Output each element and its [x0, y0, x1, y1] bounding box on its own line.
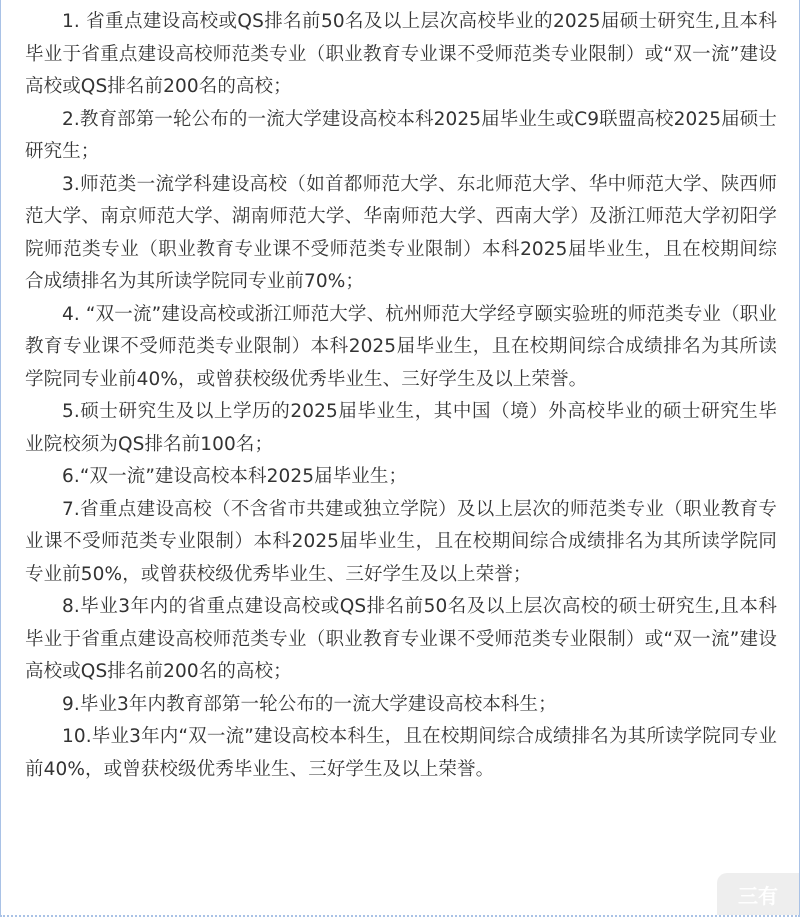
requirement-item-10: 10.毕业3年内“双一流”建设高校本科生，且在校期间综合成绩排名为其所读学院同专业前40%，或曾获校级优秀毕业生、三好学生及以上荣誉。 — [25, 726, 777, 780]
requirement-item-3: 3.师范类一流学科建设高校（如首都师范大学、东北师范大学、华中师范大学、陕西师范大学、南京师范大学、湖南师范大学、华南师范大学、西南大学）及浙江师范大学初阳学院师范类专业（职业教育专业课不受师范类专业限制）本科2025届毕业生，且在校期间综合成绩排名为其所读学院同专业前70%； — [25, 173, 777, 292]
requirement-item-1: 1. 省重点建设高校或QS排名前50名及以上层次高校毕业的2025届硕士研究生,且本科毕业于省重点建设高校师范类专业（职业教育专业课不受师范类专业限制）或“双一流”建设高校或QS排名前200名的高校； — [25, 11, 777, 97]
requirements-list — [25, 6, 777, 786]
requirement-item-2: 2.教育部第一轮公布的一流大学建设高校本科2025届毕业生或C9联盟高校2025届硕士研究生； — [25, 108, 777, 162]
requirement-item-4: 4. “双一流”建设高校或浙江师范大学、杭州师范大学经亨颐实验班的师范类专业（职业教育专业课不受师范类专业限制）本科2025届毕业生，且在校期间综合成绩排名为其所读学院同专业前40%，或曾获校级优秀毕业生、三好学生及以上荣誉。 — [25, 303, 777, 390]
requirement-item-8: 8.毕业3年内的省重点建设高校或QS排名前50名及以上层次高校的硕士研究生,且本科毕业于省重点建设高校师范类专业（职业教育专业课不受师范类专业限制）或“双一流”建设高校或QS排名前200名的高校； — [25, 596, 777, 682]
requirement-item-7: 7.省重点建设高校（不含省市共建或独立学院）及以上层次的师范类专业（职业教育专业课不受师范类专业限制）本科2025届毕业生，且在校期间综合成绩排名为其所读学院同专业前50%，或曾获校级优秀毕业生、三好学生及以上荣誉； — [25, 498, 777, 585]
requirement-item-6: 6.“双一流”建设高校本科2025届毕业生； — [62, 466, 408, 487]
requirement-item-9: 9.毕业3年内教育部第一轮公布的一流大学建设高校本科生； — [62, 693, 557, 715]
requirement-item-5: 5.硕士研究生及以上学历的2025届毕业生，其中国（境）外高校毕业的硕士研究生毕业院校须为QS排名前100名； — [25, 401, 777, 455]
watermark-logo: 三有 — [717, 873, 799, 915]
